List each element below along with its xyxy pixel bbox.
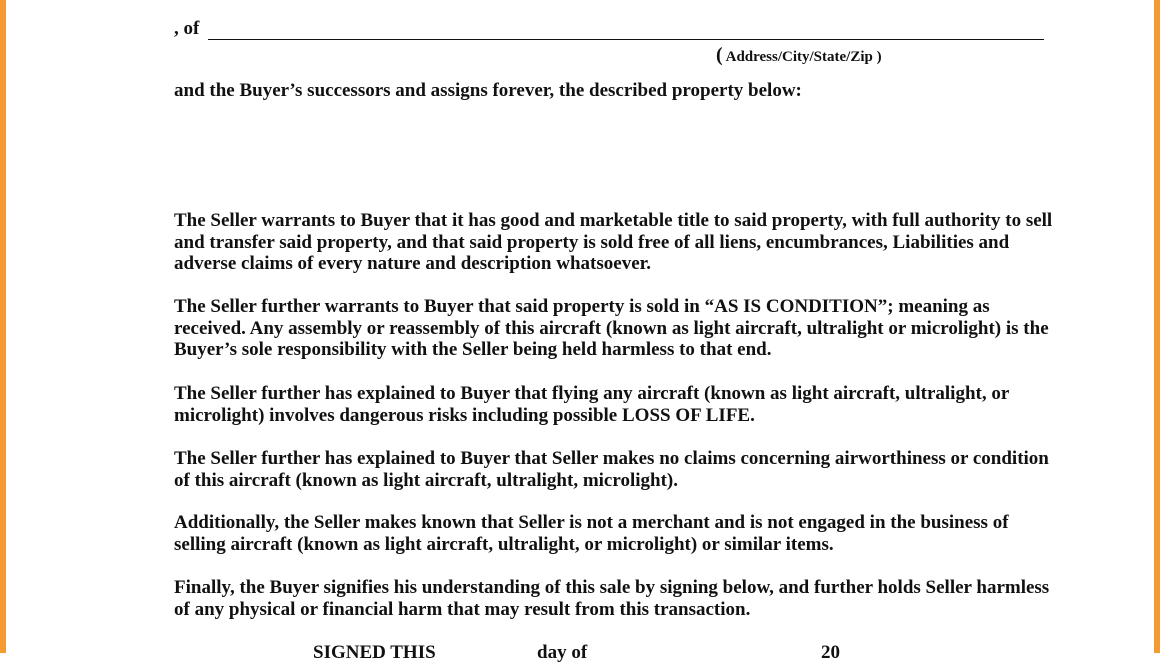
acknowledgement-paragraph	[174, 577, 1054, 620]
paragraph-line: Buyer’s sole responsibility with the Seller being held harmless to that end.	[174, 339, 772, 360]
address-blank-line[interactable]	[208, 39, 1044, 40]
address-caption	[716, 44, 882, 67]
paragraph-line: selling aircraft (known as light aircraft, ultralight, or microlight) or similar items.	[174, 533, 834, 555]
airworthiness-paragraph	[174, 448, 1054, 491]
paragraph-line: received. Any assembly or reassembly of this aircraft (known as light aircraft, ultralight or microlight) is the	[174, 317, 1049, 339]
paragraph-line: Additionally, the Seller makes known that Seller is not a merchant and is not engaged in the business of	[174, 512, 1009, 533]
intro-paragraph	[174, 80, 1054, 102]
title-warranty-paragraph	[174, 210, 1054, 275]
day-of-label: day of	[537, 642, 588, 663]
as-is-paragraph	[174, 296, 1054, 361]
address-paren-close: )	[876, 49, 882, 65]
paragraph-line: Finally, the Buyer signifies his understanding of this sale by signing below, and further holds Seller harmless	[174, 577, 1050, 598]
address-paren-open: (	[716, 44, 723, 66]
merchant-paragraph	[174, 512, 1054, 555]
paragraph-line: microlight) involves dangerous risks including possible LOSS OF LIFE.	[174, 404, 755, 426]
year-prefix: 20	[821, 642, 840, 663]
paragraph-line: and transfer said property, and that said property is sold free of all liens, encumbrances, Liabilities and	[174, 231, 1010, 253]
paragraph-line: of any physical or financial harm that may result from this transaction.	[174, 598, 751, 620]
paragraph-line: of this aircraft (known as light aircraft, ultralight, microlight).	[174, 469, 678, 491]
of-label: , of	[174, 18, 200, 39]
document-page	[6, 0, 1154, 663]
paragraph-line: adverse claims of every nature and description whatsoever.	[174, 253, 652, 274]
paragraph-line: The Seller further warrants to Buyer that said property is sold in “AS IS CONDITION”; meaning as	[174, 296, 990, 317]
risk-paragraph	[174, 383, 1054, 426]
paragraph-line: The Seller further has explained to Buyer that flying any aircraft (known as light aircraft, ultralight, or	[174, 383, 1010, 404]
signed-this-label: SIGNED THIS	[313, 642, 436, 663]
page-border-right	[1154, 0, 1160, 653]
paragraph-line: The Seller warrants to Buyer that it has good and marketable title to said property, with full authority to sell	[174, 210, 1053, 231]
paragraph-line: The Seller further has explained to Buyer that Seller makes no claims concerning airworthiness or condition	[174, 448, 1049, 469]
intro-line: and the Buyer’s successors and assigns forever, the described property below:	[174, 80, 802, 101]
address-caption-text: Address/City/State/Zip	[725, 49, 873, 65]
